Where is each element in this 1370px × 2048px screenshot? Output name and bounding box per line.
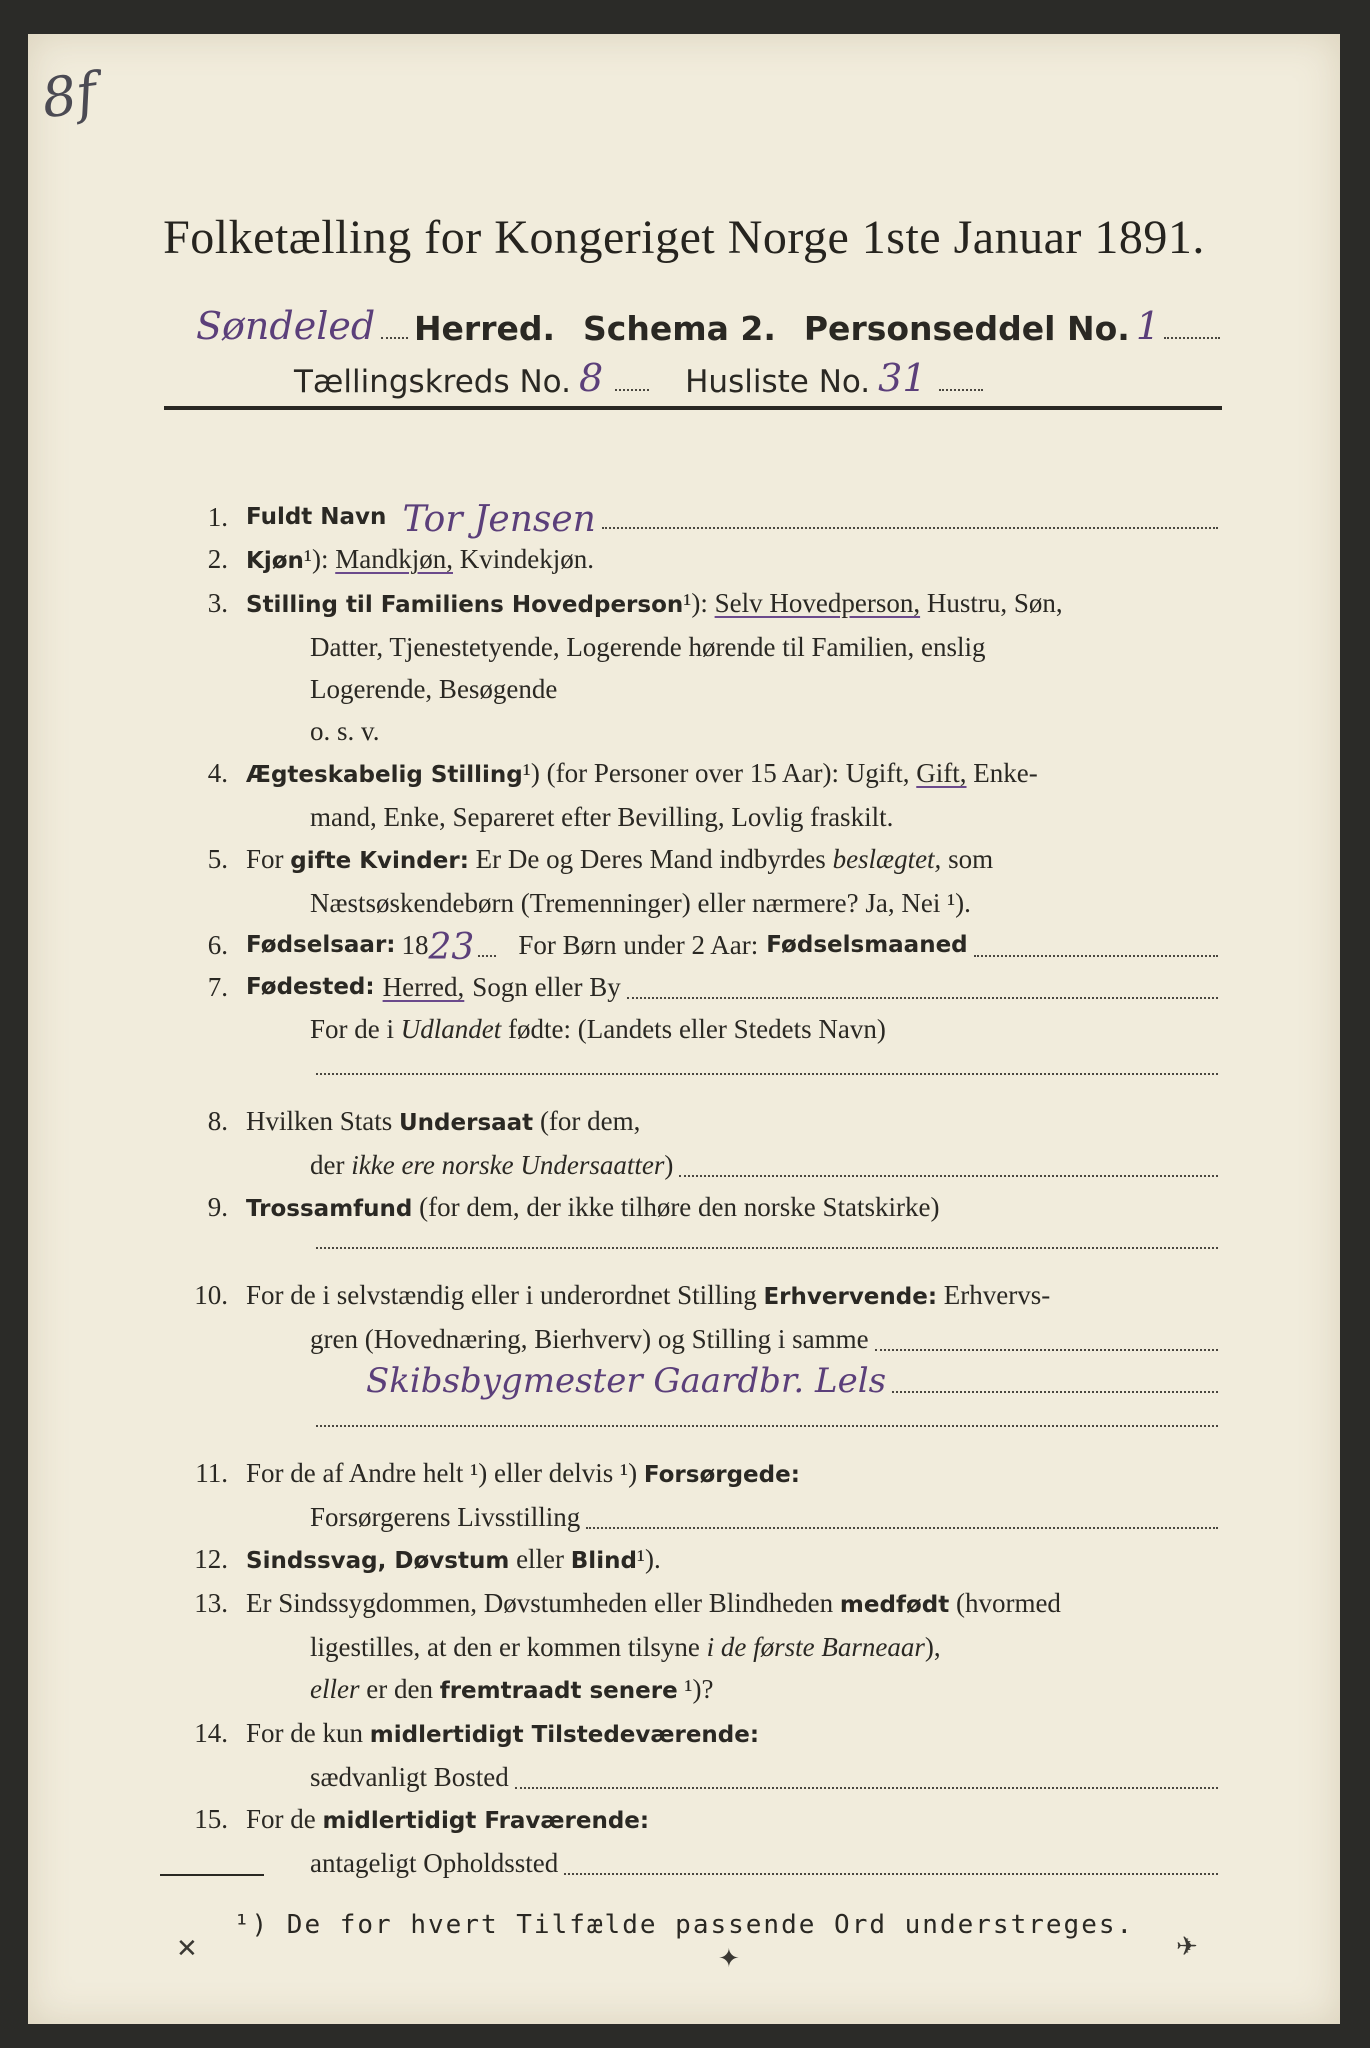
footnote-ref: ¹). [636,1544,661,1574]
dotted-line [627,997,1218,999]
question-text: (hvormed [955,1588,1061,1618]
question-11 [164,1452,1224,1538]
question-label: Kjøn [246,548,304,574]
question-label: Fødselsmaaned [766,932,968,958]
dotted-line [316,1073,1218,1075]
decorative-pen-mark-icon: ✦ [718,1944,740,1974]
question-label: Fuldt Navn [246,504,387,530]
question-number: 6. [207,930,228,960]
question-number: 8. [207,1106,228,1136]
herred-label: Herred. [413,309,556,348]
question-label: Trossamfund [246,1196,413,1222]
options-text: Enke- [973,758,1038,788]
options-text: Sogn eller By [472,972,621,1002]
question-number: 14. [194,1718,228,1748]
census-form-page [28,34,1340,2024]
question-label: Forsørgede: [643,1462,800,1488]
dotted-line [478,955,496,957]
year-prefix: 18 [401,930,429,960]
question-number: 2. [207,544,228,574]
header-row-kreds [294,356,987,400]
options-text: Logerende, Besøgende [310,674,558,704]
full-name-value: Tor Jensen [402,499,596,540]
question-text-italic: ikke ere norske Undersaatter [351,1150,665,1180]
question-list [164,496,1224,1884]
question-label: Blind [570,1548,637,1574]
dotted-line [381,337,408,339]
question-text: Næstsøskendebørn (Tremenninger) eller nærmere? Ja, Nei ¹). [310,888,971,918]
question-text: For de i selvstændig eller i underordnet Stilling [246,1280,757,1310]
header-divider [164,406,1222,410]
birth-year-value: 23 [428,927,475,968]
dotted-line [602,527,1218,529]
footnote-ref: ¹): [683,588,708,618]
dotted-line [679,1175,1218,1177]
question-number: 3. [207,588,228,618]
question-text: For de kun [246,1718,363,1748]
header-row-herred [164,304,1224,348]
footnote-ref: ¹): [303,544,329,574]
question-text: Forsørgerens Livsstilling [310,1502,581,1532]
footnote-ref: ¹) [522,758,540,788]
question-1 [164,496,1224,538]
question-text: Hvilken Stats [246,1106,393,1136]
footnote-divider [160,1874,264,1876]
question-2 [164,538,1224,582]
question-15 [164,1798,1224,1884]
dotted-line [1164,337,1220,339]
personseddel-value: 1 [1135,304,1160,348]
question-10 [164,1274,1224,1436]
question-text: For de af Andre helt ¹) eller delvis ¹) [246,1458,638,1488]
question-number: 9. [207,1192,228,1222]
question-text: For [246,844,284,874]
question-text: sædvanligt Bosted [310,1762,509,1792]
herred-value: Søndeled [196,304,376,348]
question-label: Fødselsaar: [246,932,396,958]
dotted-line [316,1425,1218,1427]
question-text: ), [924,1632,941,1662]
question-8: 8. Hvilken Stats Undersaat (for dem, der ikke ere norske Undersaatter ) [164,1100,1224,1186]
question-text: ligestilles, at den er kommen tilsyne [310,1632,700,1662]
question-label: Stilling til Familiens Hovedperson [246,592,684,618]
option-selected: Mandkjøn, [335,544,453,574]
decorative-pen-mark-icon: ✕ [176,1934,198,1964]
question-text: (for dem, [539,1106,641,1136]
question-5 [164,838,1224,924]
dotted-line [875,1349,1218,1351]
options-text: o. s. v. [310,716,380,746]
question-label: Sindssvag, Døvstum [246,1548,510,1574]
question-text: For de [246,1804,316,1834]
form-title: Folketælling for Kongeriget Norge 1ste Januar 1891. [163,211,1205,264]
question-number: 15. [194,1804,228,1834]
question-label: gifte Kvinder: [290,848,469,874]
question-label: midlertidigt Fraværende: [322,1808,650,1834]
kreds-value: 8 [578,356,604,400]
dotted-line [586,1527,1218,1529]
personseddel-label: Personseddel No. [803,309,1130,348]
footnote: ¹) De for hvert Tilfælde passende Ord understreges. [233,1910,1135,1940]
question-9 [164,1186,1224,1258]
question-4 [164,752,1224,838]
question-3 [164,582,1224,752]
option: Kvindekjøn. [459,544,594,574]
dotted-line [564,1873,1218,1875]
option-selected: Herred, [382,972,465,1002]
question-number: 13. [194,1588,228,1618]
question-text-italic: i de første Barneaar [706,1632,925,1662]
dotted-line [892,1391,1218,1393]
question-label: Fødested: [246,974,375,1000]
question-text: som [948,844,994,874]
question-number: 11. [195,1458,228,1488]
question-number: 1. [207,502,228,532]
question-label: midlertidigt Tilstedeværende: [369,1722,760,1748]
question-label: Ægteskabelig Stilling [246,762,523,788]
option-selected: Gift, [916,758,967,788]
occupation-value: Skibsbygmester Gaardbr. Lels [366,1361,887,1401]
question-label: fremtraadt senere [439,1678,678,1704]
question-14 [164,1712,1224,1798]
question-text: gren (Hovednæring, Bierhverv) og Stilling i samme [310,1324,869,1354]
husliste-value: 31 [878,356,927,400]
question-text: er den [366,1674,433,1704]
question-text: Er De og Deres Mand indbyrdes [475,844,826,874]
question-text: For Børn under 2 Aar: [518,930,759,960]
question-text: antageligt Opholdssted [310,1848,559,1878]
question-number: 5. [207,844,228,874]
question-7 [164,966,1224,1084]
question-text: Erhvervs- [943,1280,1051,1310]
question-number: 12. [194,1544,228,1574]
dotted-line [515,1787,1218,1789]
dotted-line [316,1247,1218,1249]
question-text-italic: eller [310,1674,360,1704]
options-text: Hustru, Søn, [926,588,1063,618]
question-number: 4. [207,758,228,788]
corner-handwritten-mark: 8f [37,60,101,131]
question-label: Undersaat [399,1110,534,1136]
option-selected: Selv Hovedperson, [714,588,921,618]
husliste-label: Husliste No. [685,364,871,400]
question-text-italic: Udlandet [400,1014,502,1044]
question-12 [164,1538,1224,1582]
question-text: der [310,1150,345,1180]
question-text: fødte: (Landets eller Stedets Navn) [508,1014,886,1044]
options-text: mand, Enke, Separeret efter Bevilling, Lovlig fraskilt. [310,802,894,832]
question-text: eller [516,1544,565,1574]
question-label: medfødt [839,1592,950,1618]
schema-label: Schema 2. [583,309,776,348]
footnote-ref: ¹)? [684,1674,714,1704]
decorative-pen-mark-icon: ✈ [1176,1932,1198,1962]
dotted-line [615,389,649,391]
dotted-line [974,955,1218,957]
question-13 [164,1582,1224,1712]
question-text: Er Sindssygdommen, Døvstumheden eller Blindheden [246,1588,834,1618]
question-number: 7. [207,972,228,1002]
question-6 [164,924,1224,966]
question-text: (for Personer over 15 Aar): Ugift, [546,758,910,788]
dotted-line [939,389,983,391]
question-text: For de i [310,1014,394,1044]
question-number: 10. [194,1280,228,1310]
kreds-label: Tællingskreds No. [294,364,571,400]
question-text-italic: beslægtet, [832,844,942,874]
options-text: Datter, Tjenestetyende, Logerende hørende til Familien, enslig [310,632,986,662]
question-label: Erhvervende: [763,1284,938,1310]
question-text: (for dem, der ikke tilhøre den norske Statskirke) [419,1192,940,1222]
